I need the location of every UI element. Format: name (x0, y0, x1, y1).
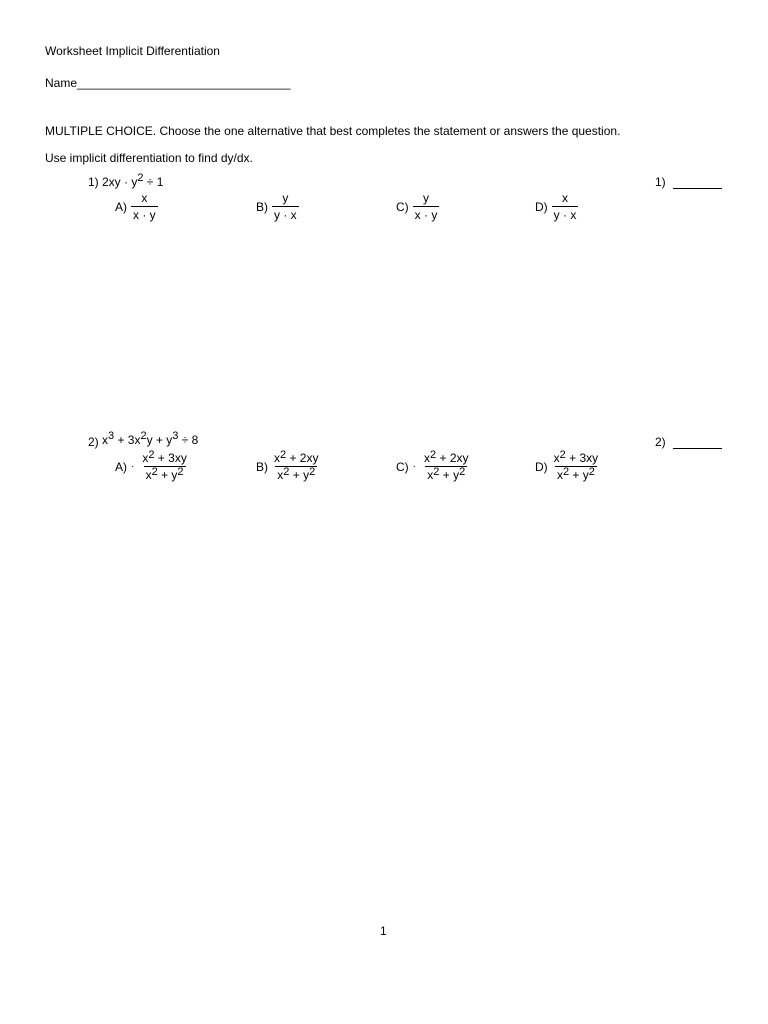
option-fraction (272, 449, 320, 482)
fraction-denominator: $x^2 + y^2$ (427, 466, 466, 482)
option-fraction (552, 449, 600, 482)
fraction-denominator: y · x (274, 208, 297, 222)
option-label: D) (535, 199, 548, 214)
option-fraction (552, 192, 579, 221)
question-1-option-b[interactable] (256, 192, 299, 221)
option-fraction (413, 192, 440, 221)
option-fraction (140, 449, 188, 482)
fraction-numerator: x (141, 191, 148, 205)
fraction-denominator: $x^2 + y^2$ (556, 466, 595, 482)
option-label: D) (535, 459, 548, 474)
question-1-number: 1) (88, 175, 99, 189)
question-2-answer-blank[interactable] (673, 448, 722, 449)
fraction-numerator: $x^2 + 3xy$ (142, 449, 187, 465)
question-2-expression: $x^3 + 3x^2y + y^3 \div 8$ (102, 430, 199, 447)
name-field-line: Name________________________________ (45, 76, 291, 90)
fraction-numerator: $x^2 + 3xy$ (553, 449, 599, 465)
option-sign: · (412, 461, 417, 472)
option-label: C) (396, 459, 409, 474)
question-2-option-b[interactable] (256, 449, 320, 482)
fraction-denominator: y · x (553, 208, 577, 222)
fraction-numerator: y (423, 191, 429, 205)
option-sign: · (131, 461, 135, 472)
option-fraction (131, 192, 158, 221)
fraction-denominator: $x^2 + y^2$ (145, 466, 184, 482)
page-number: 1 (380, 924, 387, 938)
worksheet-title: Worksheet Implicit Differentiation (45, 44, 220, 58)
fraction-denominator: x · y (133, 208, 156, 222)
subinstruction-text: Use implicit differentiation to find dy/dx. (45, 151, 253, 165)
fraction-denominator: $x^2 + y^2$ (277, 466, 316, 482)
question-2-option-a[interactable] (115, 449, 189, 482)
question-1-answer-blank[interactable] (673, 188, 722, 189)
question-2-option-d[interactable] (535, 449, 600, 482)
question-2-number: 2) (88, 435, 99, 449)
option-label: B) (256, 199, 268, 214)
fraction-numerator: x (562, 191, 568, 205)
question-1-expression: $2xy \cdot y^2 \div 1$ (102, 172, 164, 189)
option-label: A) (115, 199, 127, 214)
question-1-option-a[interactable] (115, 192, 158, 221)
instructions-text: MULTIPLE CHOICE. Choose the one alternative that best completes the statement or answers the question. (45, 124, 621, 138)
fraction-denominator: x · y (414, 208, 438, 222)
question-2-answer-label: 2) (655, 435, 666, 449)
option-fraction (272, 192, 299, 221)
fraction-numerator: y (282, 191, 289, 205)
option-label: B) (256, 459, 268, 474)
fraction-numerator: $x^2 + 2xy$ (424, 449, 469, 465)
option-label: C) (396, 199, 409, 214)
option-fraction (422, 449, 470, 482)
option-label: A) (115, 459, 127, 474)
question-1-answer-label: 1) (655, 175, 666, 189)
question-1-option-c[interactable] (396, 192, 439, 221)
fraction-numerator: $x^2 + 2xy$ (274, 449, 319, 465)
question-1-option-d[interactable] (535, 192, 578, 221)
question-2-option-c[interactable] (396, 449, 471, 482)
